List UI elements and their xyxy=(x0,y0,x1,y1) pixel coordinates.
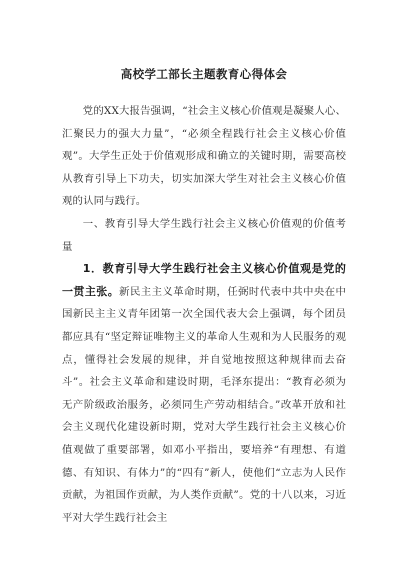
paragraph-point-1 xyxy=(62,258,346,529)
paragraph-intro xyxy=(62,100,346,213)
section-heading-1 xyxy=(62,213,346,258)
document-title: 高校学工部长主题教育心得体会 xyxy=(120,67,288,81)
paragraph-intro-text: 党的XX大报告强调，“社会主义核心价值观是凝聚人心、汇聚民力的强大力量”，“必须全程践行社会主义核心价值观”。大学生正处于价值观形成和确立的关键时期，需要高校从教育引导上下功夫，切实加深大学生对社会主义核心价值观的认同与践行。 xyxy=(62,105,346,208)
paragraph-point-1-text: 新民主主义革命时期，任弼时代表中共中央在中国新民主主义青年团第一次全国代表大会上强调，每个团员都应具有“坚定辩证唯物主义的革命人生观和为人民服务的观点，懂得社会发展的规律，并自觉地按照这种规律而去奋斗”。社会主义革命和建设时期，毛泽东提出：“教育必须为无产阶级政治服务，必须同生产劳动相结合。”改革开放和社会主义现代化建设新时期，党对大学生践行社会主义核心价值观做了重要部署，如邓小平指出，要培养“有理想、有道德、有知识、有体力”的“四有”新人，使他们“立志为人民作贡献，为祖国作贡献，为人类作贡献”。党的十八以来，习近平对大学生践行社会主 xyxy=(62,285,347,524)
paragraph-point-1-lead: 1．教育引导大学生践行社会主义核心价值观是党的一贯主张。 xyxy=(62,262,346,298)
section-heading-1-text: 一、教育引导大学生践行社会主义核心价值观的价值考量 xyxy=(62,217,346,253)
